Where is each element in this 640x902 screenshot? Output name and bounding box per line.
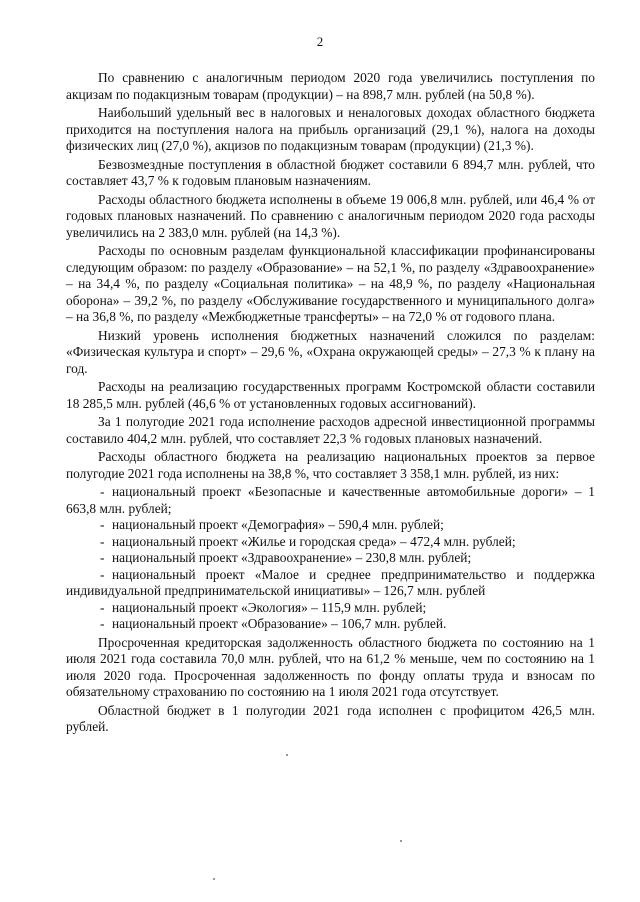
paragraph-revenue-structure: Наибольший удельный вес в налоговых и неналоговых доходах областного бюджета приходится на поступления налога на прибыль организаций (29,1 %), налога на доходы физических лиц (27,0 %), акцизов по подакцизным товарам (продукции) (21,3 %). [66,105,595,153]
list-dash: - [100,566,105,582]
paragraph-national-projects: Расходы областного бюджета на реализацию национальных проектов за первое полугодие 2021 года исполнены на 38,8 %, что составляет 3 358,1 млн. рублей, из них: [66,449,595,481]
list-item-text: национальный проект «Здравоохранение» – 230,8 млн. рублей; [112,550,472,565]
scan-speck [213,878,215,880]
page-number: 2 [316,34,324,49]
scan-speck [400,840,402,842]
paragraph-state-programs: Расходы на реализацию государственных программ Костромской области составили 18 285,5 млн. рублей (46,6 % от установленных годовых ассигнований). [66,379,595,411]
list-item-text: национальный проект «Жилье и городская среда» – 472,4 млн. рублей; [112,533,516,549]
paragraph-expenditures: Расходы областного бюджета исполнены в объеме 19 006,8 млн. рублей, или 46,4 % от годовых плановых назначений. По сравнению с аналогичным периодом 2020 года расходы увеличились на 2 383,0 млн. рублей (на 14,3 %). [66,191,595,240]
list-item [66,567,595,600]
paragraph-surplus: Областной бюджет в 1 полугодии 2021 года исполнен с профицитом 426,5 млн. рублей. [66,702,595,734]
list-item [66,616,595,633]
list-item [66,550,595,567]
list-dash: - [100,616,105,631]
list-item-text: национальный проект «Демография» – 590,4 млн. рублей; [112,517,444,532]
list-item-text: национальный проект «Малое и среднее предпринимательство и поддержка индивидуальной предпринимательской инициативы» – 126,7 млн. рублей [66,566,595,598]
paragraph-expenditure-sections: Расходы по основным разделам функциональной классификации профинансированы следующим образом: по разделу «Образование» – на 52,1 %, по разделу «Здравоохранение» – на 34,4 %, по разделу «Социальная политика» – на 48,9 %, по разделу «Национальная оборона» – 39,2 %, по разделу «Обслуживание государственного и муниципального долга» – на 36,8 %, по разделу «Межбюджетные трансферты» – на 72,0 % от годового плана. [66,243,595,324]
national-projects-list [66,484,595,633]
paragraph-low-execution: Низкий уровень исполнения бюджетных назначений сложился по разделам: «Физическая культура и спорт» – 29,6 %, «Охрана окружающей среды» – 27,3 % к плану на год. [66,327,595,376]
list-item-text: национальный проект «Экология» – 115,9 млн. рублей; [112,599,427,615]
list-item [66,517,595,534]
list-item [66,534,595,551]
document-body [66,70,595,738]
paragraph-excise-growth: По сравнению с аналогичным периодом 2020 года увеличились поступления по акцизам по подакцизным товарам (продукции) – на 898,7 млн. рублей (на 50,8 %). [66,70,595,102]
list-dash: - [100,517,105,532]
list-item [66,484,595,517]
paragraph-grants: Безвозмездные поступления в областной бюджет составили 6 894,7 млн. рублей, что составляет 43,7 % к годовым плановым назначениям. [66,156,595,188]
list-dash: - [100,599,105,615]
scan-speck [286,754,288,756]
list-item [66,600,595,617]
list-dash: - [100,550,105,565]
list-item-text: национальный проект «Безопасные и качественные автомобильные дороги» – 1 663,8 млн. рублей; [66,484,595,516]
list-dash: - [100,533,105,549]
paragraph-investment-program: За 1 полугодие 2021 года исполнение расходов адресной инвестиционной программы составило 404,2 млн. рублей, что составляет 22,3 % годовых плановых назначений. [66,414,595,446]
paragraph-overdue-payables: Просроченная кредиторская задолженность областного бюджета по состоянию на 1 июля 2021 года составила 70,0 млн. рублей, что на 61,2 % меньше, чем по состоянию на 1 июля 2020 года. Просроченная задолженность по фонду оплаты труда и взносам по обязательному страхованию по состоянию на 1 июля 2021 года отсутствует. [66,634,595,699]
list-item-text: национальный проект «Образование» – 106,7 млн. рублей. [112,616,447,631]
list-dash: - [100,484,105,499]
